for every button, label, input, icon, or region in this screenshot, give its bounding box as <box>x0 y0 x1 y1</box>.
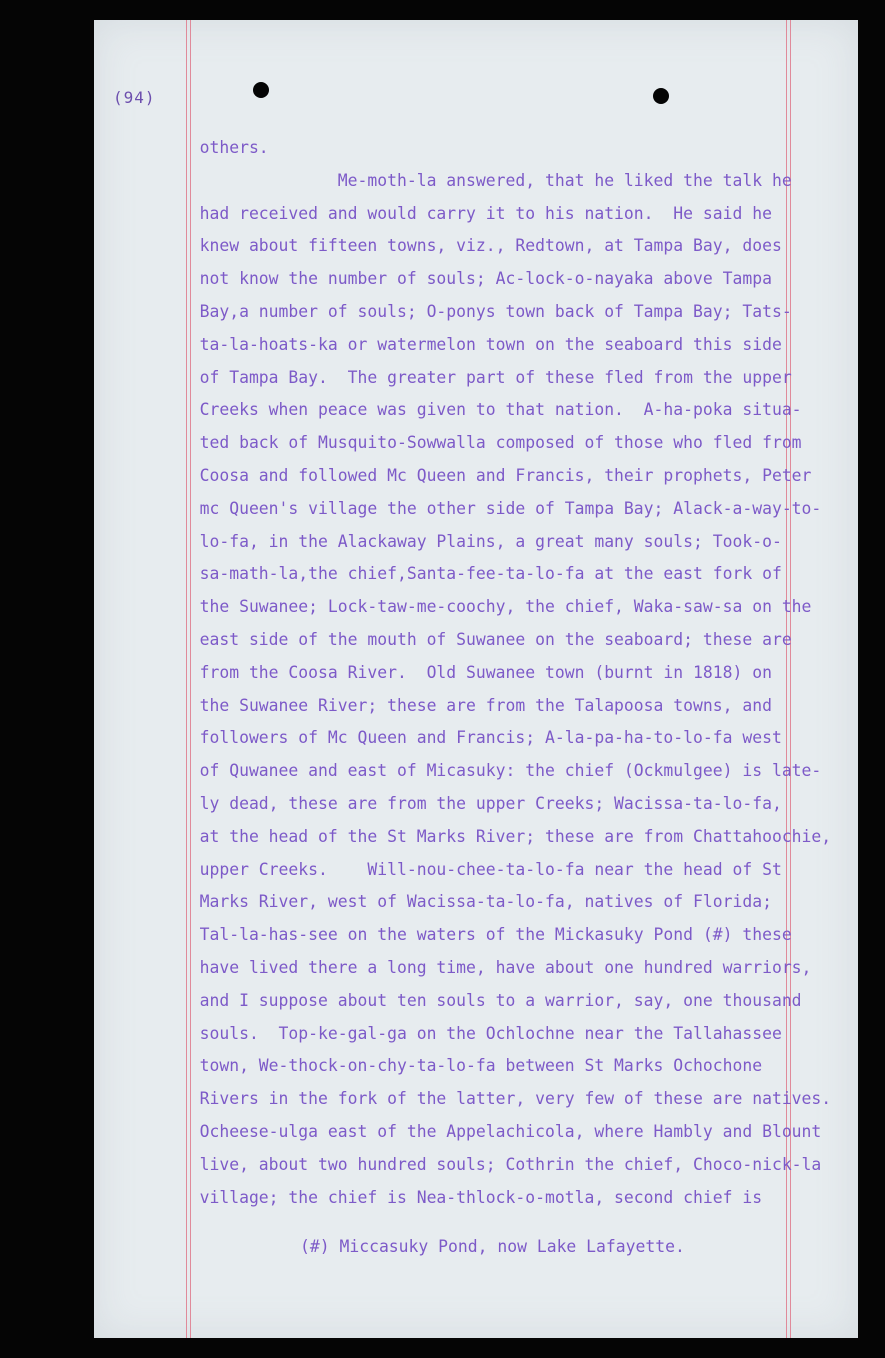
text-line: and I suppose about ten souls to a warrior, say, one thousand <box>170 990 802 1010</box>
text-line: Creeks when peace was given to that nation. A-ha-poka situa- <box>170 400 802 420</box>
text-line: others. <box>170 138 269 157</box>
page-number: (94) <box>113 88 156 107</box>
text-line: sa-math-la,the chief,Santa-fee-ta-lo-fa at the east fork of <box>170 564 782 584</box>
text-line: Me-moth-la answered, that he liked the talk he <box>170 170 792 190</box>
text-line: Marks River, west of Wacissa-ta-lo-fa, natives of Florida; <box>170 892 772 912</box>
text-line: of Quwanee and east of Micasuky: the chief (Ockmulgee) is late- <box>170 761 822 781</box>
text-line: ted back of Musquito-Sowwalla composed of those who fled from <box>170 433 802 453</box>
punch-hole-left <box>253 82 269 98</box>
text-line: ta-la-hoats-ka or watermelon town on the seaboard this side <box>170 334 782 354</box>
text-line: the Suwanee; Lock-taw-me-coochy, the chief, Waka-saw-sa on the <box>170 597 812 617</box>
text-line: Ocheese-ulga east of the Appelachicola, where Hambly and Blount <box>170 1121 822 1141</box>
text-line: Coosa and followed Mc Queen and Francis, their prophets, Peter <box>170 465 812 485</box>
text-line: east side of the mouth of Suwanee on the seaboard; these are <box>170 629 792 649</box>
text-line: of Tampa Bay. The greater part of these fled from the upper <box>170 367 792 387</box>
text-line: Tal-la-has-see on the waters of the Mickasuky Pond (#) these <box>170 925 792 945</box>
text-line: mc Queen's village the other side of Tampa Bay; Alack-a-way-to- <box>170 498 822 518</box>
text-line: had received and would carry it to his nation. He said he <box>170 203 772 223</box>
text-line: Rivers in the fork of the latter, very few of these are natives. <box>170 1089 832 1109</box>
text-line: have lived there a long time, have about one hundred warriors, <box>170 957 812 977</box>
text-line: ly dead, these are from the upper Creeks; Wacissa-ta-lo-fa, <box>170 793 782 813</box>
body-text <box>170 132 860 1214</box>
text-line: not know the number of souls; Ac-lock-o-nayaka above Tampa <box>170 269 772 289</box>
text-line: the Suwanee River; these are from the Talapoosa towns, and <box>170 695 772 715</box>
text-line: Bay,a number of souls; O-ponys town back of Tampa Bay; Tats- <box>170 301 792 321</box>
text-line: upper Creeks. Will-nou-chee-ta-lo-fa near the head of St <box>170 859 782 879</box>
text-line: souls. Top-ke-gal-ga on the Ochlochne near the Tallahassee <box>170 1023 782 1043</box>
footnote: (#) Miccasuky Pond, now Lake Lafayette. <box>300 1237 685 1256</box>
text-line: at the head of the St Marks River; these are from Chattahoochie, <box>170 826 832 846</box>
text-line: followers of Mc Queen and Francis; A-la-pa-ha-to-lo-fa west <box>170 728 782 748</box>
text-line: town, We-thock-on-chy-ta-lo-fa between St Marks Ochochone <box>170 1056 763 1076</box>
text-line: from the Coosa River. Old Suwanee town (burnt in 1818) on <box>170 662 772 682</box>
punch-hole-right <box>653 88 669 104</box>
text-line: live, about two hundred souls; Cothrin the chief, Choco-nick-la <box>170 1154 822 1174</box>
text-line: lo-fa, in the Alackaway Plains, a great many souls; Took-o- <box>170 531 782 551</box>
text-line: village; the chief is Nea-thlock-o-motla, second chief is <box>170 1187 763 1207</box>
text-line: knew about fifteen towns, viz., Redtown, at Tampa Bay, does <box>170 236 782 256</box>
